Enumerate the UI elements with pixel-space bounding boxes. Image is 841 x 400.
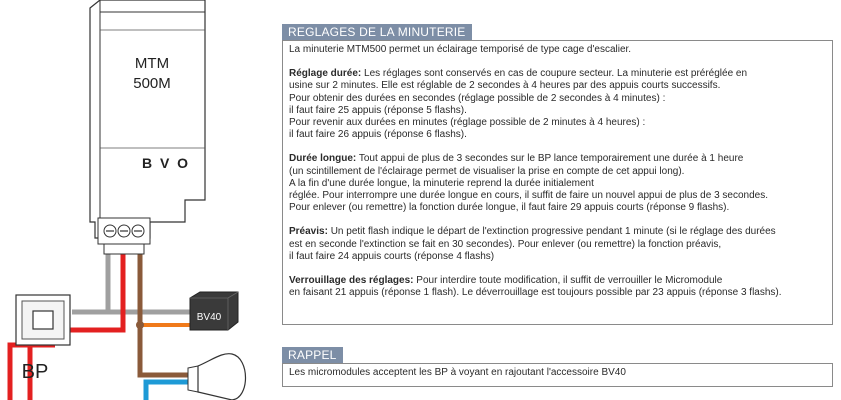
longue-line: Tout appui de plus de 3 secondes sur le BP lance temporairement une durée à 1 heure — [356, 153, 744, 165]
bv40-label: BV40 — [196, 312, 222, 323]
button-label: BP — [21, 361, 49, 383]
preavis-line: Un petit flash indique le départ de l'extinction progressive pendant 1 minute (si le réglage des durées — [327, 226, 776, 238]
verrou-paragraph — [289, 275, 826, 299]
reglages-box — [282, 40, 833, 325]
duree-line: il faut faire 26 appuis (réponse 6 flashs). — [289, 129, 467, 141]
push-button — [16, 295, 70, 345]
duree-paragraph — [289, 68, 826, 141]
duree-line: Pour revenir aux durées en minutes (réglage possible de 2 minutes à 4 heures) : — [289, 117, 646, 129]
reglages-header: REGLAGES DE LA MINUTERIE — [282, 24, 472, 40]
micromodule-device — [90, 0, 205, 254]
rappel-box — [282, 363, 833, 387]
duree-line: Les réglages sont conservés en cas de coupure secteur. La minuterie est préréglée en — [361, 68, 748, 80]
longue-title: Durée longue: — [289, 153, 357, 165]
wiring-diagram — [0, 0, 280, 400]
longue-paragraph — [289, 153, 826, 214]
grey-wire — [72, 252, 190, 312]
device-label-line2: 500M — [133, 75, 171, 92]
lamp-icon — [188, 354, 246, 400]
preavis-line: est en seconde l'extinction se fait en 30 secondes). Pour enlever (ou remettre) la fonction préavis, — [289, 238, 722, 250]
duree-line: usine sur 2 minutes. Elle est réglable de 2 secondes à 4 heures par des appuis courts successifs. — [289, 80, 721, 92]
intro-paragraph — [289, 44, 826, 56]
preavis-paragraph — [289, 226, 826, 263]
longue-line: A la fin d'une durée longue, la minuterie reprend la durée initialement — [289, 177, 594, 189]
rappel-text: Les micromodules acceptent les BP à voyant en rajoutant l'accessoire BV40 — [289, 367, 626, 378]
bv40-accessory — [190, 292, 238, 330]
longue-line: (un scintillement de l'éclairage permet de visualiser la prise en compte de cet appui long). — [289, 165, 685, 177]
intro-text: La minuterie MTM500 permet un éclairage temporisé de type cage d'escalier. — [289, 44, 632, 55]
rappel-header: RAPPEL — [282, 347, 343, 363]
duree-line: Pour obtenir des durées en secondes (réglage possible de 2 secondes à 4 minutes) : — [289, 92, 666, 104]
duree-title: Réglage durée: — [289, 68, 362, 80]
terminal-labels: B V O — [141, 155, 191, 171]
longue-line: réglée. Pour interrompre une durée longue en cours, il suffit de faire un nouvel appui de plus de 3 secondes. — [289, 190, 769, 202]
wire-junction — [136, 321, 144, 329]
device-label-line1: MTM — [134, 55, 170, 72]
verrou-line: en faisant 21 appuis (réponse 1 flash). Le déverrouillage est toujours possible par 23 appuis (réponse 3 flashs). — [289, 287, 782, 299]
duree-line: il faut faire 25 appuis (réponse 5 flashs). — [289, 104, 467, 116]
preavis-line: il faut faire 24 appuis courts (réponse 4 flashs) — [289, 250, 495, 262]
longue-line: Pour enlever (ou remettre) la fonction durée longue, il faut faire 29 appuis courts (réponse 9 flashs). — [289, 202, 730, 214]
verrou-title: Verrouillage des réglages: — [289, 275, 414, 287]
preavis-title: Préavis: — [289, 226, 328, 238]
blue-wire — [146, 382, 188, 400]
verrou-line: Pour interdire toute modification, il suffit de verrouiller le Micromodule — [413, 275, 723, 287]
